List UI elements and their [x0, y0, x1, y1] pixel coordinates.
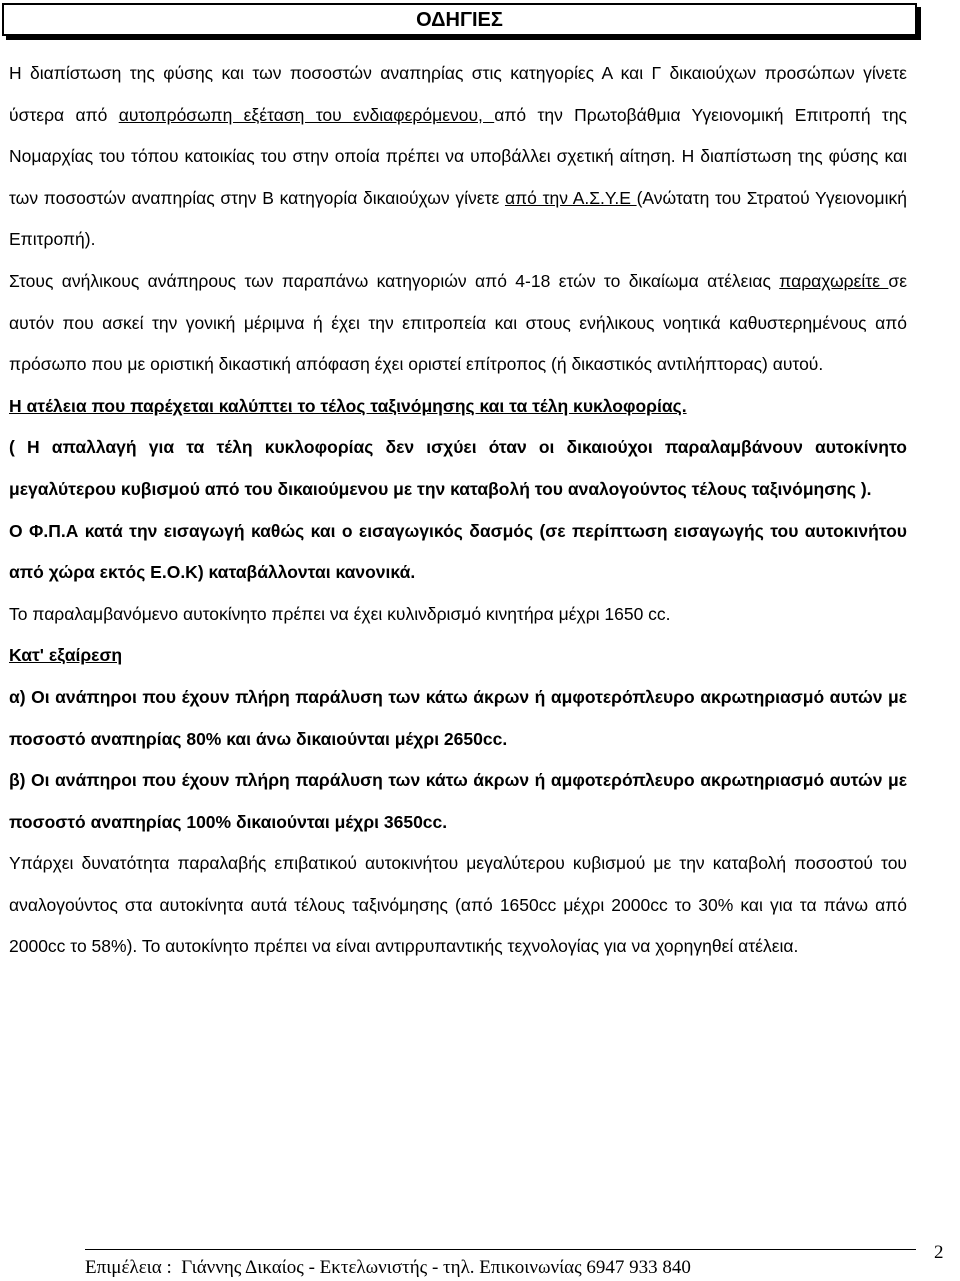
page-number: 2 [934, 1242, 944, 1263]
underlined-text: από την Α.Σ.Υ.Ε [504, 187, 637, 208]
text-span: από την Πρωτοβάθμια Υγειονομική Επιτροπή της Νομαρχίας του τόπου κατοικίας του στην οποία πρέπει να υποβάλλει σχετική αίτηση. Η διαπίστωση της φύσης και των ποσοστών αναπηρίας στην Β κατηγορία δικαιούχων γίνετε [9, 104, 907, 208]
underlined-text: παραχωρείτε [779, 270, 889, 291]
text-span: Στους ανήλικους ανάπηρους των παραπάνω κατηγοριών από 4-18 ετών το δικαίωμα ατέλειας [9, 270, 780, 291]
paragraph-circulation-fee: ( Η απαλλαγή για τα τέλη κυκλοφορίας δεν ισχύει όταν οι δικαιούχοι παραλαμβάνουν αυτοκίνητο μεγαλύτερου κυβισμού από του δικαιούμενου με την καταβολή του αναλογούντος τέλους ταξινόμησης ). [9, 437, 907, 499]
paragraph-exception-b: β) Οι ανάπηροι που έχουν πλήρη παράλυση των κάτω άκρων ή αμφοτερόπλευρο ακρωτηριασμό αυτών με ποσοστό αναπηρίας 100% δικαιούνται μέχρι 3650cc. [9, 770, 907, 832]
paragraph-exemption-scope: Η ατέλεια που παρέχεται καλύπτει το τέλος ταξινόμησης και τα τέλη κυκλοφορίας. [9, 395, 687, 416]
text-span: σε αυτόν που ασκεί την γονική μέριμνα ή έχει την επιτροπεία και στους ενήλικους νοητικά καθυστερημένους από πρόσωπο που με οριστική δικαστική απόφαση έχει οριστεί επίτροπος (ή δικαστικός αντιλήπτορας) αυτού. [9, 270, 907, 375]
heading-exception: Κατ' εξαίρεση [9, 645, 123, 666]
footer-divider [85, 1249, 916, 1250]
text-span: Η διαπίστωση της φύσης και των ποσοστών αναπηρίας στις κατηγορίες Α και Γ δικαιούχων προσώπων γίνετε ύστερα από [9, 63, 907, 125]
footer-text: Επιμέλεια : Γιάννης Δικαίος - Εκτελωνιστής - τηλ. Επικοινωνίας 6947 933 840 [85, 1257, 691, 1278]
paragraph-vat-customs: Ο Φ.Π.Α κατά την εισαγωγή καθώς και ο εισαγωγικός δασμός (σε περίπτωση εισαγωγής του αυτοκινήτου από χώρα εκτός Ε.Ο.Κ) καταβάλλονται κανονικά. [9, 520, 907, 583]
page-title: ΟΔΗΓΙΕΣ [2, 3, 917, 36]
paragraph-minors [9, 261, 907, 386]
paragraph-exception-a: α) Οι ανάπηροι που έχουν πλήρη παράλυση των κάτω άκρων ή αμφοτερόπλευρο ακρωτηριασμό αυτών με ποσοστό αναπηρίας 80% και άνω δικαιούνται μέχρι 2650cc. [9, 686, 907, 749]
text-span: (Ανώτατη του Στρατού Υγειονομική Επιτροπή). [9, 187, 907, 250]
document-body [9, 53, 907, 968]
paragraph-engine-limit: Το παραλαμβανόμενο αυτοκίνητο πρέπει να έχει κυλινδρισμό κινητήρα μέχρι 1650 cc. [9, 603, 671, 624]
paragraph-larger-engine: Υπάρχει δυνατότητα παραλαβής επιβατικού αυτοκινήτου μεγαλύτερου κυβισμού με την καταβολή ποσοστού του αναλογούντος στα αυτοκίνητα αυτά τέλους ταξινόμησης (από 1650cc μέχρι 2000cc το 30% και για τα πάνω από 2000cc το 58%). Το αυτοκίνητο πρέπει να είναι αντιρρυπαντικής τεχνολογίας για να χορηγηθεί ατέλεια. [9, 853, 907, 957]
underlined-text: αυτοπρόσωπη εξέταση του ενδιαφερόμενου, [118, 104, 495, 125]
paragraph-disability-assessment [9, 53, 907, 261]
